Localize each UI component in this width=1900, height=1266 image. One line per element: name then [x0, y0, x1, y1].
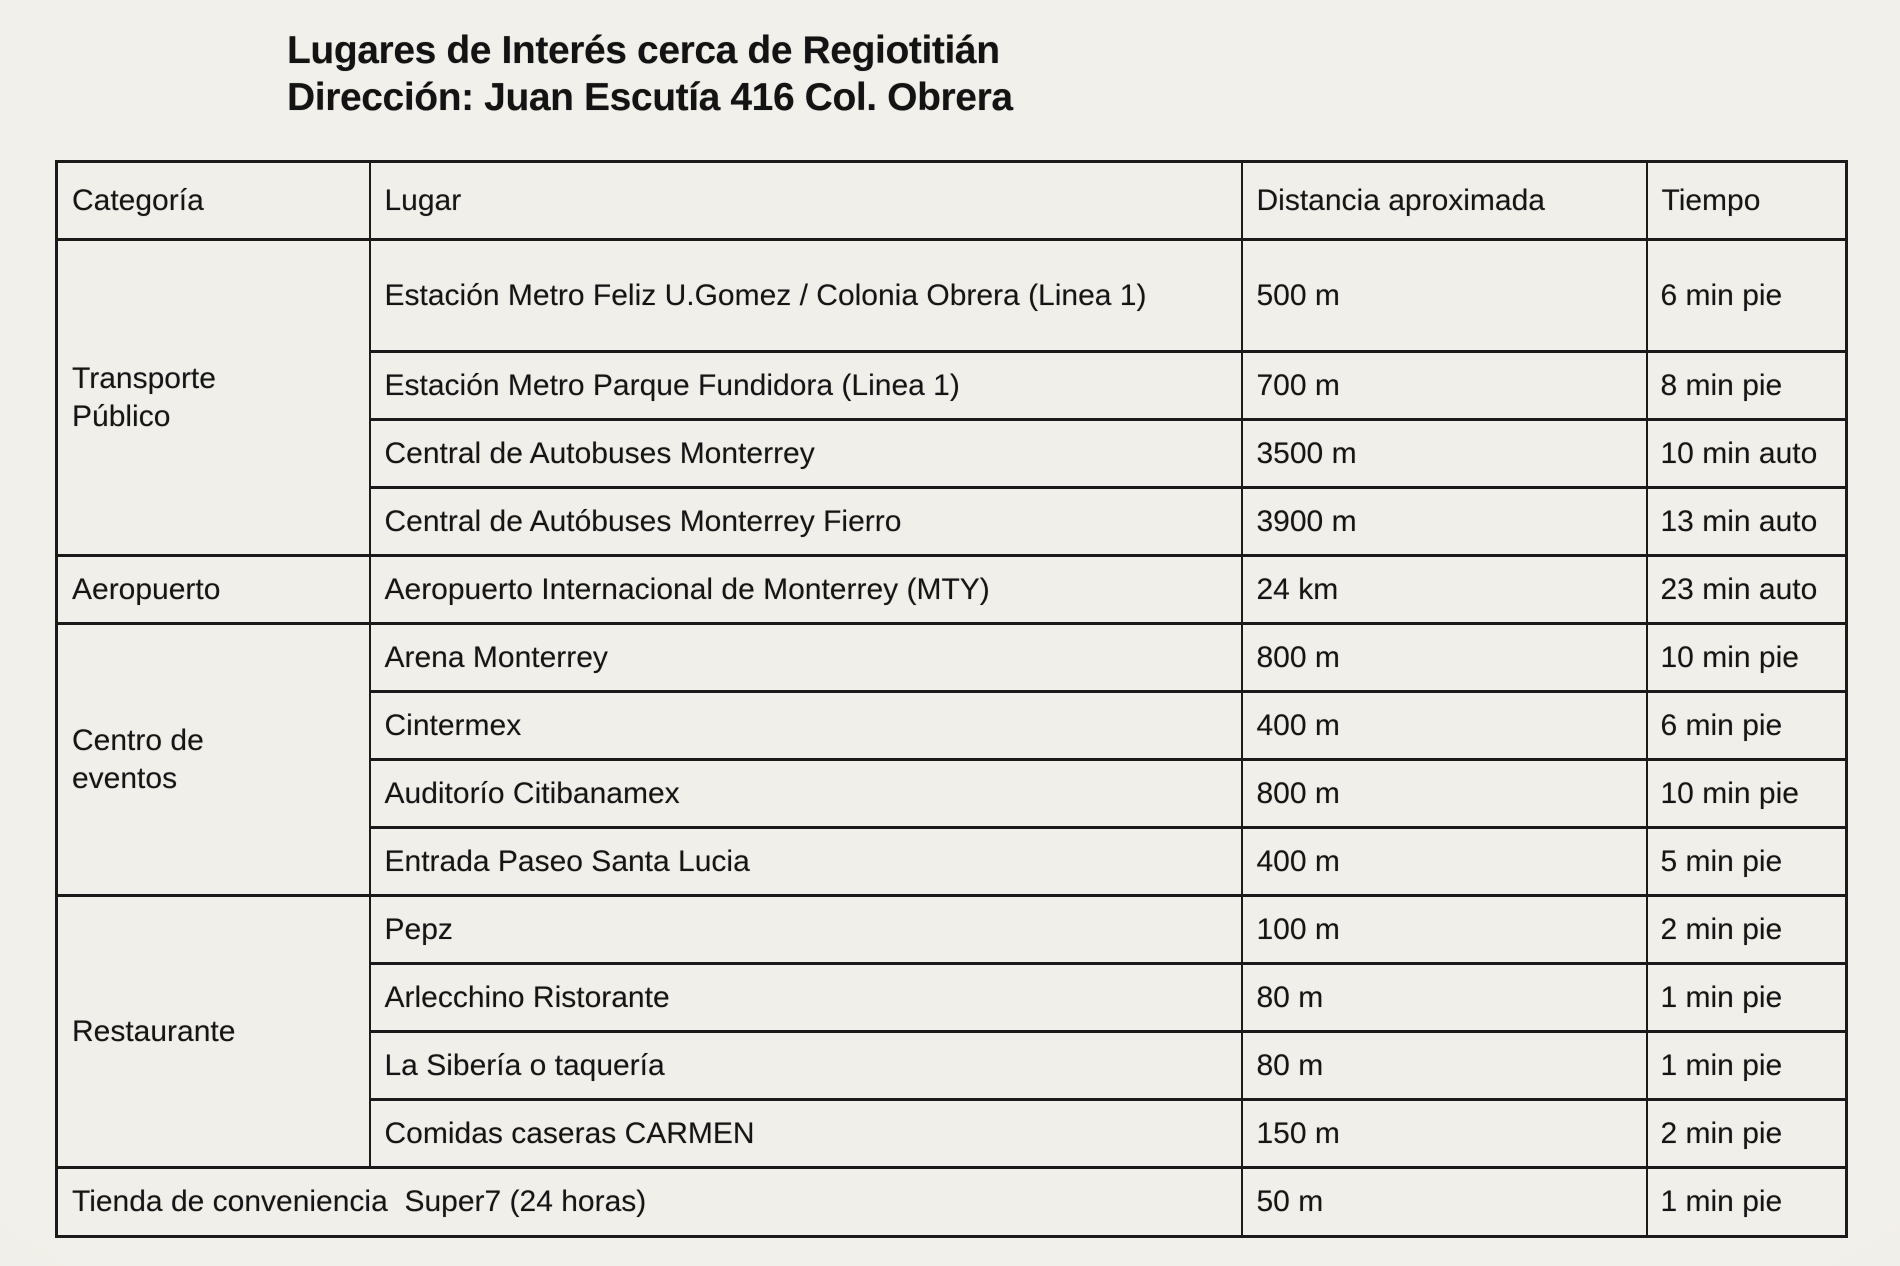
distancia-cell: 400 m — [1242, 828, 1647, 896]
tiempo-cell: 2 min pie — [1647, 1100, 1847, 1168]
distancia-cell: 400 m — [1242, 692, 1647, 760]
table-row — [57, 896, 1847, 964]
lugar-cell: Central de Autobuses Monterrey — [370, 420, 1242, 488]
tiempo-cell: 10 min pie — [1647, 624, 1847, 692]
distancia-cell: 50 m — [1242, 1168, 1647, 1237]
tiempo-cell: 2 min pie — [1647, 896, 1847, 964]
category-cell-transporte-publico — [57, 240, 370, 556]
col-header-categoria: Categoría — [57, 162, 370, 240]
tiempo-cell: 10 min auto — [1647, 420, 1847, 488]
table-row — [57, 240, 1847, 352]
lugar-cell: Central de Autóbuses Monterrey Fierro — [370, 488, 1242, 556]
page-title-line1: Lugares de Interés cerca de Regiotitián — [287, 29, 1000, 72]
col-header-lugar: Lugar — [370, 162, 1242, 240]
category-cell-restaurante — [57, 896, 370, 1168]
lugar-cell: Arlecchino Ristorante — [370, 964, 1242, 1032]
lugar-cell: Estación Metro Parque Fundidora (Linea 1) — [370, 352, 1242, 420]
lugar-cell: Cintermex — [370, 692, 1242, 760]
lugar-cell: Comidas caseras CARMEN — [370, 1100, 1242, 1168]
page-title-line2: Dirección: Juan Escutía 416 Col. Obrera — [287, 75, 1013, 119]
tiempo-cell: 5 min pie — [1647, 828, 1847, 896]
category-cell-centro-de-eventos — [57, 624, 370, 896]
distancia-cell: 500 m — [1242, 240, 1647, 352]
col-header-tiempo: Tiempo — [1647, 162, 1847, 240]
category-label: Transporte Público — [72, 362, 225, 433]
distancia-cell: 3900 m — [1242, 488, 1647, 556]
distancia-cell: 80 m — [1242, 964, 1647, 1032]
distancia-cell: 150 m — [1242, 1100, 1647, 1168]
tiempo-cell: 10 min pie — [1647, 760, 1847, 828]
lugar-cell: Aeropuerto Internacional de Monterrey (MTY) — [370, 556, 1242, 624]
col-header-distancia: Distancia aproximada — [1242, 162, 1647, 240]
lugar-cell: Arena Monterrey — [370, 624, 1242, 692]
table-row — [57, 556, 1847, 624]
table-row — [57, 1168, 1847, 1237]
category-label: Aeropuerto — [72, 572, 221, 606]
distancia-cell: 24 km — [1242, 556, 1647, 624]
category-cell-aeropuerto — [57, 556, 370, 624]
tiempo-cell: 8 min pie — [1647, 352, 1847, 420]
places-of-interest-table — [55, 160, 1848, 1238]
tiempo-cell: 13 min auto — [1647, 488, 1847, 556]
category-label: Restaurante — [72, 1014, 236, 1048]
distancia-cell: 80 m — [1242, 1032, 1647, 1100]
distancia-cell: 100 m — [1242, 896, 1647, 964]
header-row — [57, 162, 1847, 240]
tiempo-cell: 23 min auto — [1647, 556, 1847, 624]
distancia-cell: 800 m — [1242, 624, 1647, 692]
distancia-cell: 3500 m — [1242, 420, 1647, 488]
lugar-cell: La Sibería o taquería — [370, 1032, 1242, 1100]
distancia-cell: 700 m — [1242, 352, 1647, 420]
tiempo-cell: 1 min pie — [1647, 1168, 1847, 1237]
distancia-cell: 800 m — [1242, 760, 1647, 828]
tienda-conveniencia-cell: Tienda de conveniencia Super7 (24 horas) — [57, 1168, 1242, 1237]
tiempo-cell: 1 min pie — [1647, 1032, 1847, 1100]
lugar-cell: Entrada Paseo Santa Lucia — [370, 828, 1242, 896]
page-title — [287, 28, 1013, 122]
lugar-cell: Pepz — [370, 896, 1242, 964]
lugar-cell: Auditorío Citibanamex — [370, 760, 1242, 828]
table-row — [57, 624, 1847, 692]
tiempo-cell: 6 min pie — [1647, 240, 1847, 352]
category-label: Centro de eventos — [72, 724, 213, 795]
tiempo-cell: 6 min pie — [1647, 692, 1847, 760]
lugar-cell: Estación Metro Feliz U.Gomez / Colonia Obrera (Linea 1) — [370, 240, 1242, 352]
tiempo-cell: 1 min pie — [1647, 964, 1847, 1032]
